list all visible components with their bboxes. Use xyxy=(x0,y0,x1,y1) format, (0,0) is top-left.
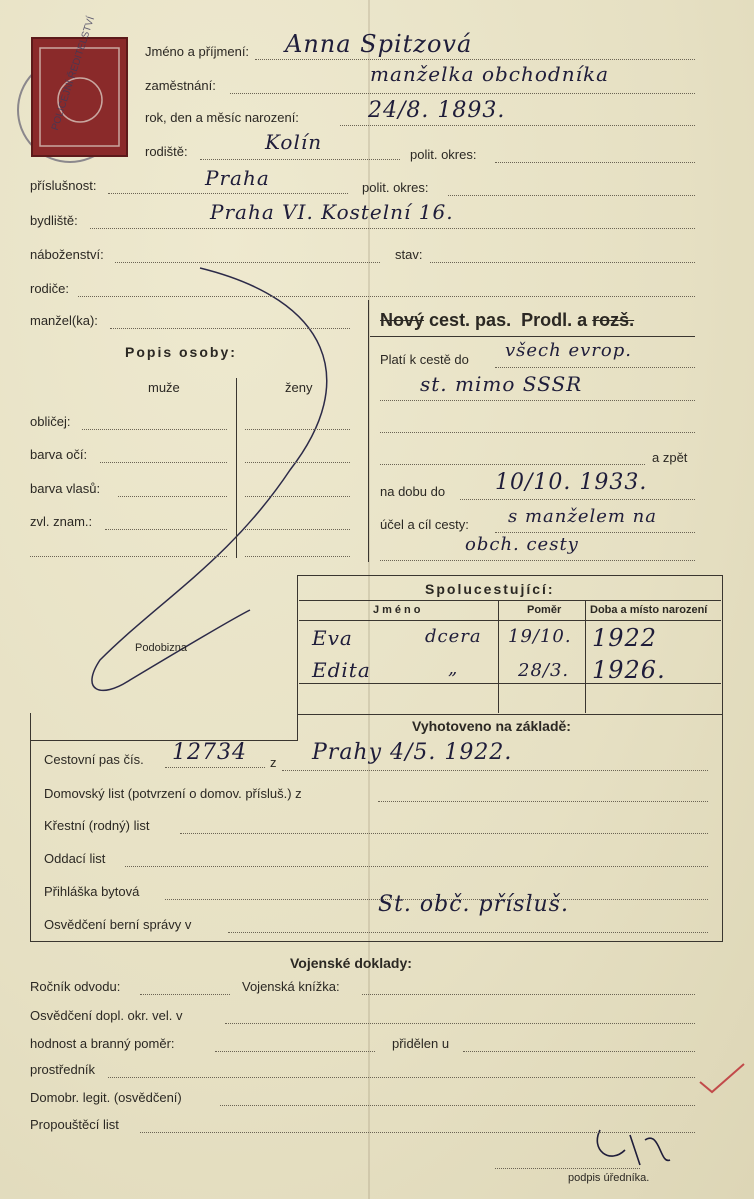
signature-line xyxy=(495,1168,640,1169)
marks-label: zvl. znam.: xyxy=(30,514,93,529)
military-legion-label: Domobr. legit. (osvědčení) xyxy=(30,1090,182,1105)
marks-line2-male xyxy=(30,556,227,557)
military-assigned-line xyxy=(463,1051,695,1052)
eyes-label: barva očí: xyxy=(30,447,88,462)
religion-line xyxy=(115,262,380,263)
belonging-okres-line xyxy=(448,195,695,196)
birth-label: rok, den a měsíc narození: xyxy=(145,110,299,125)
residence-label: bydliště: xyxy=(30,213,78,228)
portrait-label: Podobizna xyxy=(135,642,187,654)
duration-label: na dobu do xyxy=(380,484,446,499)
purpose-line-2 xyxy=(380,560,695,561)
passport-from-line xyxy=(282,770,708,771)
spouse-label: manžel(ka): xyxy=(30,313,98,328)
col-birth-header: Doba a místo narození xyxy=(590,604,708,616)
companion-row-1-name: Eva xyxy=(312,626,353,650)
occupation-label: zaměstnání: xyxy=(145,78,216,93)
military-year-label: Ročník odvodu: xyxy=(30,979,121,994)
eyes-line-male xyxy=(100,462,227,463)
tax-line xyxy=(228,932,708,933)
birth-cert-line xyxy=(180,833,708,834)
basis-box-notch xyxy=(297,713,298,740)
military-legion-line xyxy=(220,1105,695,1106)
passport-z-label: z xyxy=(270,755,277,770)
hair-label: barva vlasů: xyxy=(30,481,101,496)
military-discharge-label: Propouštěcí list xyxy=(30,1117,119,1132)
purpose-line xyxy=(495,532,695,533)
residence-value: Praha VI. Kostelní 16. xyxy=(210,200,454,224)
name-line xyxy=(255,59,695,60)
domov-line xyxy=(378,801,708,802)
companions-title-rule xyxy=(299,600,721,601)
passport-header-rest: cest. pas. xyxy=(429,310,512,330)
purpose-label: účel a cíl cesty: xyxy=(380,517,469,532)
passport-header-prodl: Prodl. a xyxy=(521,310,588,330)
col-relation-header: Poměr xyxy=(527,604,562,616)
marks-line2-female xyxy=(245,556,350,557)
companion-row-2-year: 1926. xyxy=(592,656,666,684)
companions-col-divider-2 xyxy=(585,600,586,713)
companion-row-1-date: 19/10. xyxy=(508,626,572,647)
pen-stroke-line xyxy=(92,268,327,690)
tax-label: Osvědčení berní správy v xyxy=(44,917,192,932)
basis-title: Vyhotoveno na základě: xyxy=(412,718,571,734)
military-assigned-label: přidělen u xyxy=(392,1036,450,1051)
description-title: Popis osoby: xyxy=(125,344,237,360)
spouse-line xyxy=(110,328,350,329)
military-rank-line xyxy=(215,1051,375,1052)
birth-line xyxy=(340,125,695,126)
name-value: Anna Spitzová xyxy=(285,30,473,58)
military-mediator-label: prostředník xyxy=(30,1062,96,1077)
face-line-female xyxy=(245,429,350,430)
valid-value-2: st. mimo SSSR xyxy=(420,372,583,396)
passport-box-left xyxy=(368,300,369,562)
marriage-label: Oddací list xyxy=(44,851,106,866)
belonging-line xyxy=(108,193,348,194)
military-book-label: Vojenská knížka: xyxy=(242,979,340,994)
description-divider xyxy=(236,378,237,558)
female-label: ženy xyxy=(285,380,313,395)
passport-header-new: Nový xyxy=(380,310,425,330)
passport-number-line xyxy=(165,767,265,768)
religion-label: náboženství: xyxy=(30,247,104,262)
face-line-male xyxy=(82,429,227,430)
hair-line-male xyxy=(118,496,227,497)
purpose-value-2: obch. cesty xyxy=(465,534,579,555)
passport-number-label: Cestovní pas čís. xyxy=(44,752,144,767)
military-book-line xyxy=(362,994,695,995)
military-rank-label: hodnost a branný poměr: xyxy=(30,1036,175,1051)
companion-row-2-date: 28/3. xyxy=(518,660,570,681)
birth-cert-label: Křestní (rodný) list xyxy=(44,818,150,833)
passport-from-value: Prahy 4/5. 1922. xyxy=(312,740,513,765)
passport-header xyxy=(380,310,634,331)
companion-row-1-year: 1922 xyxy=(592,624,658,652)
valid-line-2 xyxy=(380,400,695,401)
valid-line-3 xyxy=(380,432,695,433)
valid-value-1: všech evrop. xyxy=(505,340,632,361)
face-label: obličej: xyxy=(30,414,71,429)
companion-row-2-relation: „ xyxy=(448,658,459,679)
valid-line xyxy=(495,367,695,368)
eyes-line-female xyxy=(245,462,350,463)
companion-row-2-name: Edita xyxy=(312,658,371,682)
parents-line xyxy=(78,296,695,297)
marks-line-male xyxy=(105,529,227,530)
birth-value: 24/8. 1893. xyxy=(368,98,506,123)
belonging-okres-label: polit. okres: xyxy=(362,180,429,195)
tax-value: St. obč. přísluš. xyxy=(378,892,569,917)
passport-header-rule xyxy=(370,336,695,337)
passport-number-value: 12734 xyxy=(172,740,247,765)
hair-line-female xyxy=(245,496,350,497)
status-line xyxy=(430,262,695,263)
basis-box-top xyxy=(30,740,298,741)
return-label: a zpět xyxy=(652,450,688,465)
passport-header-rozs: rozš. xyxy=(592,310,635,330)
polit-okres-label: polit. okres: xyxy=(410,147,477,162)
occupation-value: manželka obchodníka xyxy=(370,62,610,86)
polit-okres-line xyxy=(495,162,695,163)
red-check-icon xyxy=(700,1064,744,1092)
military-mediator-line xyxy=(108,1077,695,1078)
military-cert-line xyxy=(225,1023,695,1024)
registration-label: Přihláška bytová xyxy=(44,884,140,899)
col-name-header: Jméno xyxy=(373,604,424,616)
duration-line xyxy=(460,499,695,500)
belonging-label: příslušnost: xyxy=(30,178,97,193)
birthplace-line xyxy=(200,159,400,160)
companions-col-divider-1 xyxy=(498,600,499,713)
name-label: Jméno a příjmení: xyxy=(145,44,250,59)
domov-label: Domovský list (potvrzení o domov. přísluš.) z xyxy=(44,786,302,801)
birthplace-label: rodiště: xyxy=(145,144,188,159)
marriage-line xyxy=(125,866,708,867)
valid-line-4 xyxy=(380,464,645,465)
companions-header-rule xyxy=(299,620,721,621)
marks-line-female xyxy=(245,529,350,530)
military-year-line xyxy=(140,994,230,995)
signature-label: podpis úředníka. xyxy=(568,1172,650,1184)
status-label: stav: xyxy=(395,247,423,262)
residence-line xyxy=(90,228,695,229)
duration-value: 10/10. 1933. xyxy=(495,470,648,495)
valid-label: Platí k cestě do xyxy=(380,352,469,367)
purpose-value-1: s manželem na xyxy=(508,506,658,527)
companions-title: Spolucestující: xyxy=(425,581,555,597)
birthplace-value: Kolín xyxy=(265,130,323,154)
occupation-line xyxy=(230,93,695,94)
police-stamp-text: POLICEJNÍ ŘEDITELSTVÍ xyxy=(49,15,98,132)
military-cert-label: Osvědčení dopl. okr. vel. v xyxy=(30,1008,183,1023)
military-title: Vojenské doklady: xyxy=(290,955,412,971)
male-label: muže xyxy=(148,380,180,395)
belonging-value: Praha xyxy=(205,166,270,190)
parents-label: rodiče: xyxy=(30,281,70,296)
companion-row-1-relation: dcera xyxy=(425,626,482,647)
